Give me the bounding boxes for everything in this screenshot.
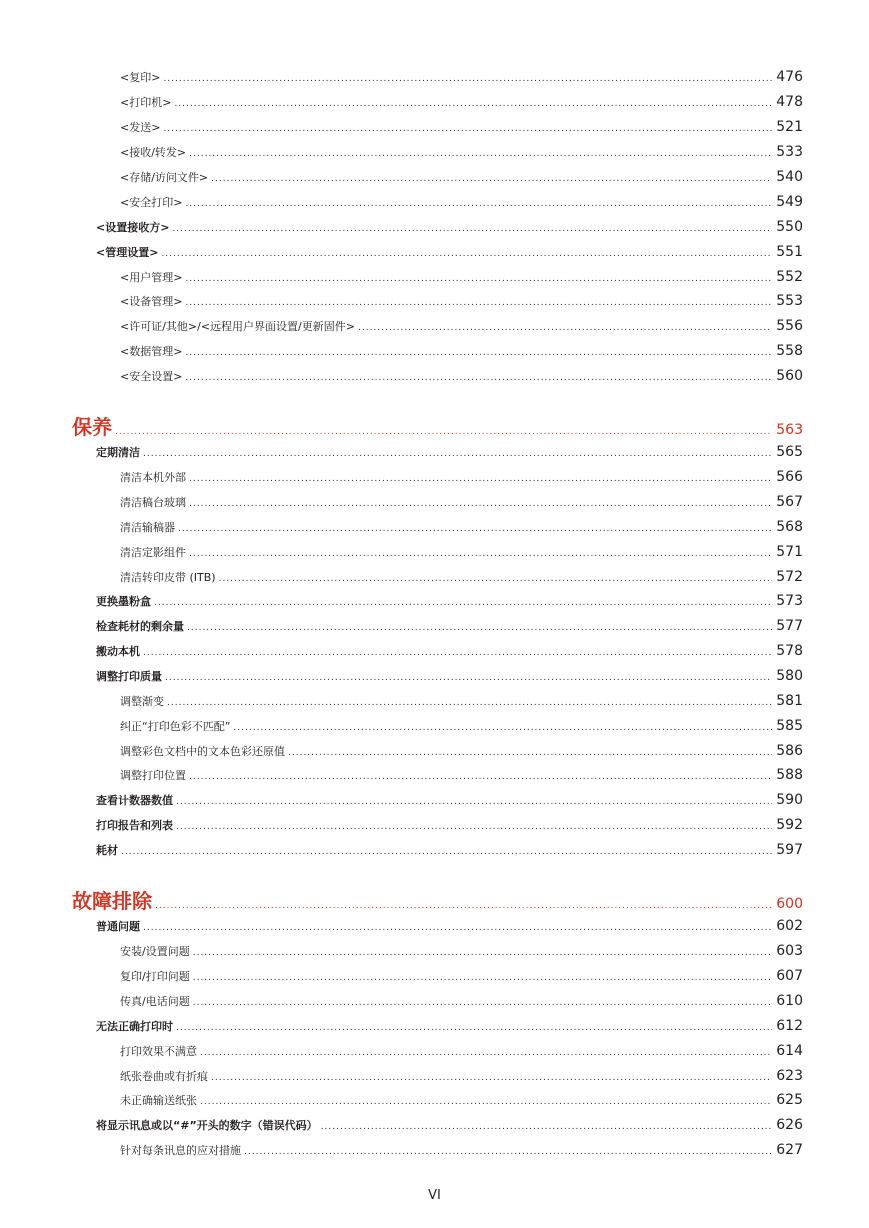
toc-dot-leader bbox=[211, 1073, 772, 1083]
toc-subsection-entry[interactable] bbox=[120, 169, 803, 187]
toc-entry-title: 打印效果不满意 bbox=[120, 1045, 197, 1058]
toc-entry-title: 保养 bbox=[72, 415, 112, 439]
toc-dot-leader bbox=[121, 847, 772, 857]
toc-dot-leader bbox=[233, 723, 772, 733]
toc-section-entry[interactable] bbox=[96, 618, 803, 636]
toc-page-number: 568 bbox=[776, 519, 803, 535]
toc-dot-leader bbox=[143, 923, 772, 933]
toc-section-entry[interactable] bbox=[96, 817, 803, 835]
toc-page-number: 552 bbox=[776, 269, 803, 285]
toc-dot-leader bbox=[185, 199, 772, 209]
toc-entry-title: 纸张卷曲或有折痕 bbox=[120, 1070, 208, 1083]
toc-page-number: 610 bbox=[776, 993, 803, 1009]
toc-dot-leader bbox=[163, 124, 772, 134]
toc-page-number: 567 bbox=[776, 494, 803, 510]
toc-subsection-entry[interactable] bbox=[120, 343, 803, 361]
toc-page-number: 556 bbox=[776, 318, 803, 334]
toc-dot-leader bbox=[163, 74, 772, 84]
toc-page-number: 592 bbox=[776, 817, 803, 833]
toc-page-number: 626 bbox=[776, 1117, 803, 1133]
toc-subsection-entry[interactable] bbox=[120, 1043, 803, 1061]
page-number: VI bbox=[428, 1188, 441, 1203]
toc-dot-leader bbox=[174, 99, 772, 109]
toc-entry-title: 无法正确打印时 bbox=[96, 1020, 173, 1033]
toc-dot-leader bbox=[189, 474, 772, 484]
toc-entry-title: <安全设置> bbox=[120, 370, 183, 383]
toc-dot-leader bbox=[189, 499, 772, 509]
toc-entry-title: 调整彩色文档中的文本色彩还原值 bbox=[120, 745, 285, 758]
toc-entry-title: <设备管理> bbox=[120, 295, 183, 308]
toc-section-entry[interactable] bbox=[96, 668, 803, 686]
toc-page-number: 571 bbox=[776, 544, 803, 560]
toc-entry-title: 清洁定影组件 bbox=[120, 546, 186, 559]
toc-page-number: 597 bbox=[776, 842, 803, 858]
toc-subsection-entry[interactable] bbox=[120, 469, 803, 487]
toc-subsection-entry[interactable] bbox=[120, 767, 803, 785]
toc-page-number: 558 bbox=[776, 343, 803, 359]
toc-subsection-entry[interactable] bbox=[120, 943, 803, 961]
toc-section-entry[interactable] bbox=[96, 593, 803, 611]
toc-entry-title: <许可证/其他>/<远程用户界面设置/更新固件> bbox=[120, 320, 355, 333]
toc-dot-leader bbox=[165, 673, 772, 683]
toc-section-entry[interactable] bbox=[96, 1018, 803, 1036]
toc-entry-title: 普通问题 bbox=[96, 920, 140, 933]
toc-dot-leader bbox=[358, 323, 772, 333]
toc-entry-title: <安全打印> bbox=[120, 196, 183, 209]
toc-dot-leader bbox=[143, 648, 772, 658]
toc-section-entry[interactable] bbox=[96, 643, 803, 661]
toc-dot-leader bbox=[185, 348, 772, 358]
toc-entry-title: <设置接收方> bbox=[96, 221, 170, 234]
toc-dot-leader bbox=[154, 598, 772, 608]
toc-dot-leader bbox=[288, 748, 772, 758]
toc-subsection-entry[interactable] bbox=[120, 519, 803, 537]
toc-dot-leader bbox=[161, 249, 772, 259]
toc-page-number: 580 bbox=[776, 668, 803, 684]
toc-dot-leader bbox=[193, 973, 773, 983]
toc-entry-title: 定期清洁 bbox=[96, 446, 140, 459]
toc-page-number: 540 bbox=[776, 169, 803, 185]
toc-section-entry[interactable] bbox=[96, 1117, 803, 1135]
toc-subsection-entry[interactable] bbox=[120, 269, 803, 287]
toc-dot-leader bbox=[187, 623, 772, 633]
toc-entry-title: 清洁输稿器 bbox=[120, 521, 175, 534]
toc-entry-title: <复印> bbox=[120, 71, 161, 84]
toc-entry-title: 搬动本机 bbox=[96, 645, 140, 658]
toc-entry-title: 清洁转印皮带 (ITB) bbox=[120, 571, 216, 584]
toc-dot-leader bbox=[244, 1147, 772, 1157]
toc-dot-leader bbox=[176, 1023, 772, 1033]
toc-subsection-entry[interactable] bbox=[120, 318, 803, 336]
toc-page-number: 614 bbox=[776, 1043, 803, 1059]
toc-section-entry[interactable] bbox=[96, 918, 803, 936]
toc-subsection-entry[interactable] bbox=[120, 494, 803, 512]
toc-page-number: 551 bbox=[776, 244, 803, 260]
toc-entry-title: 针对每条讯息的应对措施 bbox=[120, 1144, 241, 1157]
toc-dot-leader bbox=[189, 549, 772, 559]
toc-page-number: 521 bbox=[776, 119, 803, 135]
toc-dot-leader bbox=[200, 1048, 772, 1058]
toc-page-number: 572 bbox=[776, 569, 803, 585]
toc-entry-title: <用户管理> bbox=[120, 271, 183, 284]
toc-section-entry[interactable] bbox=[96, 244, 803, 262]
toc-dot-leader bbox=[193, 998, 773, 1008]
toc-entry-title: 耗材 bbox=[96, 844, 118, 857]
toc-dot-leader bbox=[143, 449, 772, 459]
toc-page-number: 586 bbox=[776, 743, 803, 759]
toc-chapter-heading[interactable] bbox=[72, 411, 803, 439]
toc-entry-title: 打印报告和列表 bbox=[96, 819, 173, 832]
toc-page-number: 588 bbox=[776, 767, 803, 783]
toc-dot-leader bbox=[219, 574, 773, 584]
toc-subsection-entry[interactable] bbox=[120, 569, 803, 587]
toc-subsection-entry[interactable] bbox=[120, 718, 803, 736]
toc-entry-title: <接收/转发> bbox=[120, 146, 187, 159]
toc-entry-title: 复印/打印问题 bbox=[120, 970, 190, 983]
toc-dot-leader bbox=[167, 698, 772, 708]
toc-page-number: 607 bbox=[776, 968, 803, 984]
toc-section-entry[interactable] bbox=[96, 842, 803, 860]
toc-page-number: 627 bbox=[776, 1142, 803, 1158]
toc-dot-leader bbox=[178, 524, 772, 534]
toc-entry-title: 安装/设置问题 bbox=[120, 945, 190, 958]
toc-entry-title: <打印机> bbox=[120, 96, 172, 109]
toc-subsection-entry[interactable] bbox=[120, 144, 803, 162]
toc-subsection-entry[interactable] bbox=[120, 1142, 803, 1160]
toc-entry-title: 传真/电话问题 bbox=[120, 995, 190, 1008]
toc-entry-title: 纠正“打印色彩不匹配” bbox=[120, 720, 231, 733]
toc-subsection-entry[interactable] bbox=[120, 293, 803, 311]
toc-dot-leader bbox=[211, 174, 772, 184]
toc-subsection-entry[interactable] bbox=[120, 119, 803, 137]
toc-entry-title: <数据管理> bbox=[120, 345, 183, 358]
toc-page-number: 602 bbox=[776, 918, 803, 934]
toc-page-number: 623 bbox=[776, 1068, 803, 1084]
toc-subsection-entry[interactable] bbox=[120, 368, 803, 386]
toc-page-number: 600 bbox=[776, 896, 803, 912]
toc-entry-title: 检查耗材的剩余量 bbox=[96, 620, 184, 633]
toc-subsection-entry[interactable] bbox=[120, 993, 803, 1011]
toc-entry-title: 清洁本机外部 bbox=[120, 471, 186, 484]
toc-page-number: 603 bbox=[776, 943, 803, 959]
toc-dot-leader bbox=[185, 298, 772, 308]
toc-entry-title: 更换墨粉盒 bbox=[96, 595, 151, 608]
toc-page-number: 565 bbox=[776, 444, 803, 460]
toc-page-number: 581 bbox=[776, 693, 803, 709]
toc-entry-title: 查看计数器数值 bbox=[96, 794, 173, 807]
toc-entry-title: 清洁稿台玻璃 bbox=[120, 496, 186, 509]
toc-subsection-entry[interactable] bbox=[120, 693, 803, 711]
toc-chapter-heading[interactable] bbox=[72, 885, 803, 913]
toc-page-number: 625 bbox=[776, 1092, 803, 1108]
toc-entry-title: 故障排除 bbox=[72, 889, 152, 913]
toc-dot-leader bbox=[193, 948, 773, 958]
toc-subsection-entry[interactable] bbox=[120, 194, 803, 212]
toc-entry-title: 未正确输送纸张 bbox=[120, 1094, 197, 1107]
toc-entry-title: 调整渐变 bbox=[120, 695, 164, 708]
toc-page-number: 573 bbox=[776, 593, 803, 609]
toc-dot-leader bbox=[321, 1122, 773, 1132]
toc-page-number: 553 bbox=[776, 293, 803, 309]
toc-entry-title: 将显示讯息或以“#”开头的数字（错误代码） bbox=[96, 1119, 318, 1132]
toc-dot-leader bbox=[115, 427, 772, 437]
toc-subsection-entry[interactable] bbox=[120, 69, 803, 87]
toc-section-entry[interactable] bbox=[96, 219, 803, 237]
toc-page-number: 533 bbox=[776, 144, 803, 160]
toc-entry-title: <管理设置> bbox=[96, 246, 159, 259]
toc-subsection-entry[interactable] bbox=[120, 968, 803, 986]
toc-section-entry[interactable] bbox=[96, 444, 803, 462]
toc-entry-title: 调整打印位置 bbox=[120, 769, 186, 782]
toc-dot-leader bbox=[155, 901, 772, 911]
toc-page-number: 577 bbox=[776, 618, 803, 634]
toc-page-number: 476 bbox=[776, 69, 803, 85]
toc-entry-title: <存储/访问文件> bbox=[120, 171, 209, 184]
toc-page-number: 612 bbox=[776, 1018, 803, 1034]
toc-page-number: 550 bbox=[776, 219, 803, 235]
toc-dot-leader bbox=[176, 822, 772, 832]
toc-page-number: 478 bbox=[776, 94, 803, 110]
toc-subsection-entry[interactable] bbox=[120, 94, 803, 112]
toc-entry-title: <发送> bbox=[120, 121, 161, 134]
toc-page-number: 578 bbox=[776, 643, 803, 659]
toc-dot-leader bbox=[185, 373, 772, 383]
toc-section-entry[interactable] bbox=[96, 792, 803, 810]
toc-page-number: 590 bbox=[776, 792, 803, 808]
toc-page-number: 566 bbox=[776, 469, 803, 485]
toc-dot-leader bbox=[185, 274, 772, 284]
toc-page-number: 560 bbox=[776, 368, 803, 384]
toc-dot-leader bbox=[200, 1097, 772, 1107]
toc-page-number: 563 bbox=[776, 422, 803, 438]
toc-dot-leader bbox=[172, 224, 772, 234]
toc-subsection-entry[interactable] bbox=[120, 1068, 803, 1086]
toc-subsection-entry[interactable] bbox=[120, 1092, 803, 1110]
toc-page-number: 585 bbox=[776, 718, 803, 734]
toc-subsection-entry[interactable] bbox=[120, 544, 803, 562]
toc-page-number: 549 bbox=[776, 194, 803, 210]
toc-dot-leader bbox=[189, 149, 772, 159]
toc-dot-leader bbox=[189, 772, 772, 782]
toc-dot-leader bbox=[176, 797, 772, 807]
toc-entry-title: 调整打印质量 bbox=[96, 670, 162, 683]
toc-subsection-entry[interactable] bbox=[120, 743, 803, 761]
